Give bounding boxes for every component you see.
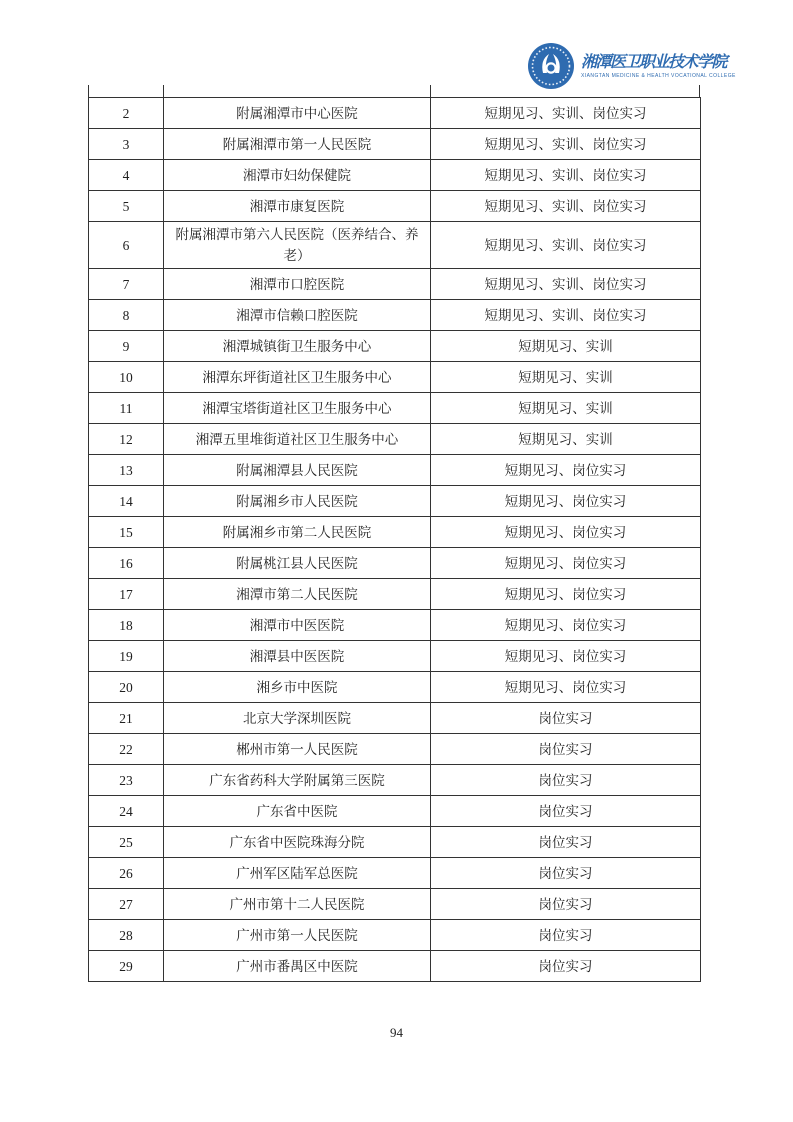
- hospital-name-cell: 广州市番禺区中医院: [164, 951, 431, 982]
- row-number-cell: 20: [89, 672, 164, 703]
- table-row: [89, 889, 701, 920]
- row-number-cell: 22: [89, 734, 164, 765]
- page-number: 94: [390, 1025, 403, 1040]
- training-type-cell: 短期见习、实训、岗位实习: [431, 222, 701, 269]
- hospital-table: [88, 97, 701, 982]
- table-row: [89, 393, 701, 424]
- row-number-cell: 9: [89, 331, 164, 362]
- hospital-table-container: [88, 97, 701, 982]
- training-type-cell: 短期见习、实训、岗位实习: [431, 191, 701, 222]
- row-number-cell: 5: [89, 191, 164, 222]
- table-row: [89, 641, 701, 672]
- table-row: [89, 269, 701, 300]
- table-row: [89, 579, 701, 610]
- hospital-name-cell: 广东省中医院: [164, 796, 431, 827]
- training-type-cell: 短期见习、实训、岗位实习: [431, 98, 701, 129]
- hospital-name-cell: 湘潭市第二人民医院: [164, 579, 431, 610]
- row-number-cell: 6: [89, 222, 164, 269]
- hospital-name-cell: 附属湘潭县人民医院: [164, 455, 431, 486]
- table-row: [89, 734, 701, 765]
- training-type-cell: 短期见习、实训: [431, 424, 701, 455]
- table-continuation-line: [699, 85, 700, 97]
- hospital-name-cell: 湘潭市康复医院: [164, 191, 431, 222]
- row-number-cell: 27: [89, 889, 164, 920]
- table-row: [89, 951, 701, 982]
- training-type-cell: 短期见习、实训: [431, 393, 701, 424]
- training-type-cell: 短期见习、实训: [431, 362, 701, 393]
- training-type-cell: 短期见习、实训、岗位实习: [431, 300, 701, 331]
- table-row: [89, 129, 701, 160]
- hospital-name-cell: 北京大学深圳医院: [164, 703, 431, 734]
- row-number-cell: 18: [89, 610, 164, 641]
- training-type-cell: 短期见习、实训: [431, 331, 701, 362]
- college-emblem-icon: [528, 43, 574, 89]
- training-type-cell: 岗位实习: [431, 734, 701, 765]
- hospital-name-cell: 湘潭市妇幼保健院: [164, 160, 431, 191]
- table-row: [89, 672, 701, 703]
- hospital-name-cell: 附属湘潭市中心医院: [164, 98, 431, 129]
- row-number-cell: 8: [89, 300, 164, 331]
- hospital-name-cell: 附属湘乡市人民医院: [164, 486, 431, 517]
- hospital-name-cell: 广东省中医院珠海分院: [164, 827, 431, 858]
- table-continuation-line: [430, 85, 431, 97]
- table-continuation-line: [88, 85, 89, 97]
- row-number-cell: 17: [89, 579, 164, 610]
- hospital-name-cell: 湘潭市中医医院: [164, 610, 431, 641]
- training-type-cell: 短期见习、岗位实习: [431, 641, 701, 672]
- table-row: [89, 486, 701, 517]
- row-number-cell: 11: [89, 393, 164, 424]
- table-row: [89, 191, 701, 222]
- table-row: [89, 796, 701, 827]
- college-name-chinese: 湘潭医卫职业技术学院: [581, 54, 727, 71]
- training-type-cell: 短期见习、实训、岗位实习: [431, 269, 701, 300]
- table-row: [89, 827, 701, 858]
- row-number-cell: 26: [89, 858, 164, 889]
- row-number-cell: 7: [89, 269, 164, 300]
- hospital-name-cell: 湘潭东坪街道社区卫生服务中心: [164, 362, 431, 393]
- row-number-cell: 12: [89, 424, 164, 455]
- hospital-name-cell: 附属湘乡市第二人民医院: [164, 517, 431, 548]
- training-type-cell: 短期见习、实训、岗位实习: [431, 160, 701, 191]
- table-row: [89, 98, 701, 129]
- table-row: [89, 424, 701, 455]
- row-number-cell: 29: [89, 951, 164, 982]
- table-continuation-line: [163, 85, 164, 97]
- row-number-cell: 21: [89, 703, 164, 734]
- row-number-cell: 24: [89, 796, 164, 827]
- hospital-name-cell: 附属湘潭市第六人民医院（医养结合、养老）: [164, 222, 431, 269]
- hospital-name-cell: 附属湘潭市第一人民医院: [164, 129, 431, 160]
- row-number-cell: 19: [89, 641, 164, 672]
- hospital-name-cell: 湘潭县中医医院: [164, 641, 431, 672]
- hospital-name-cell: 湘潭市信赖口腔医院: [164, 300, 431, 331]
- row-number-cell: 4: [89, 160, 164, 191]
- hospital-name-cell: 广州市第一人民医院: [164, 920, 431, 951]
- hospital-table-body: [89, 98, 701, 982]
- hospital-name-cell: 湘潭城镇街卫生服务中心: [164, 331, 431, 362]
- row-number-cell: 2: [89, 98, 164, 129]
- table-row: [89, 517, 701, 548]
- row-number-cell: 25: [89, 827, 164, 858]
- training-type-cell: 岗位实习: [431, 889, 701, 920]
- hospital-name-cell: 湘潭市口腔医院: [164, 269, 431, 300]
- training-type-cell: 岗位实习: [431, 951, 701, 982]
- training-type-cell: 短期见习、岗位实习: [431, 548, 701, 579]
- training-type-cell: 岗位实习: [431, 703, 701, 734]
- row-number-cell: 28: [89, 920, 164, 951]
- training-type-cell: 短期见习、岗位实习: [431, 610, 701, 641]
- hospital-name-cell: 湘潭五里堆街道社区卫生服务中心: [164, 424, 431, 455]
- hospital-name-cell: 湘乡市中医院: [164, 672, 431, 703]
- college-name-english: XIANGTAN MEDICINE & HEALTH VOCATIONAL COLLEGE: [581, 73, 736, 79]
- training-type-cell: 岗位实习: [431, 796, 701, 827]
- table-row: [89, 222, 701, 269]
- row-number-cell: 15: [89, 517, 164, 548]
- training-type-cell: 短期见习、岗位实习: [431, 579, 701, 610]
- table-row: [89, 331, 701, 362]
- row-number-cell: 13: [89, 455, 164, 486]
- training-type-cell: 短期见习、岗位实习: [431, 486, 701, 517]
- table-row: [89, 610, 701, 641]
- row-number-cell: 23: [89, 765, 164, 796]
- table-row: [89, 300, 701, 331]
- table-row: [89, 548, 701, 579]
- training-type-cell: 短期见习、实训、岗位实习: [431, 129, 701, 160]
- training-type-cell: 短期见习、岗位实习: [431, 455, 701, 486]
- table-row: [89, 765, 701, 796]
- row-number-cell: 3: [89, 129, 164, 160]
- training-type-cell: 岗位实习: [431, 858, 701, 889]
- hospital-name-cell: 湘潭宝塔街道社区卫生服务中心: [164, 393, 431, 424]
- table-row: [89, 703, 701, 734]
- hospital-name-cell: 广东省药科大学附属第三医院: [164, 765, 431, 796]
- row-number-cell: 14: [89, 486, 164, 517]
- row-number-cell: 10: [89, 362, 164, 393]
- training-type-cell: 岗位实习: [431, 765, 701, 796]
- table-row: [89, 920, 701, 951]
- training-type-cell: 短期见习、岗位实习: [431, 517, 701, 548]
- table-row: [89, 858, 701, 889]
- table-row: [89, 362, 701, 393]
- table-row: [89, 160, 701, 191]
- training-type-cell: 岗位实习: [431, 827, 701, 858]
- table-row: [89, 455, 701, 486]
- hospital-name-cell: 广州军区陆军总医院: [164, 858, 431, 889]
- row-number-cell: 16: [89, 548, 164, 579]
- hospital-name-cell: 广州市第十二人民医院: [164, 889, 431, 920]
- college-logo: [528, 43, 736, 89]
- hospital-name-cell: 郴州市第一人民医院: [164, 734, 431, 765]
- hospital-name-cell: 附属桃江县人民医院: [164, 548, 431, 579]
- training-type-cell: 岗位实习: [431, 920, 701, 951]
- training-type-cell: 短期见习、岗位实习: [431, 672, 701, 703]
- college-logo-text: [581, 43, 736, 79]
